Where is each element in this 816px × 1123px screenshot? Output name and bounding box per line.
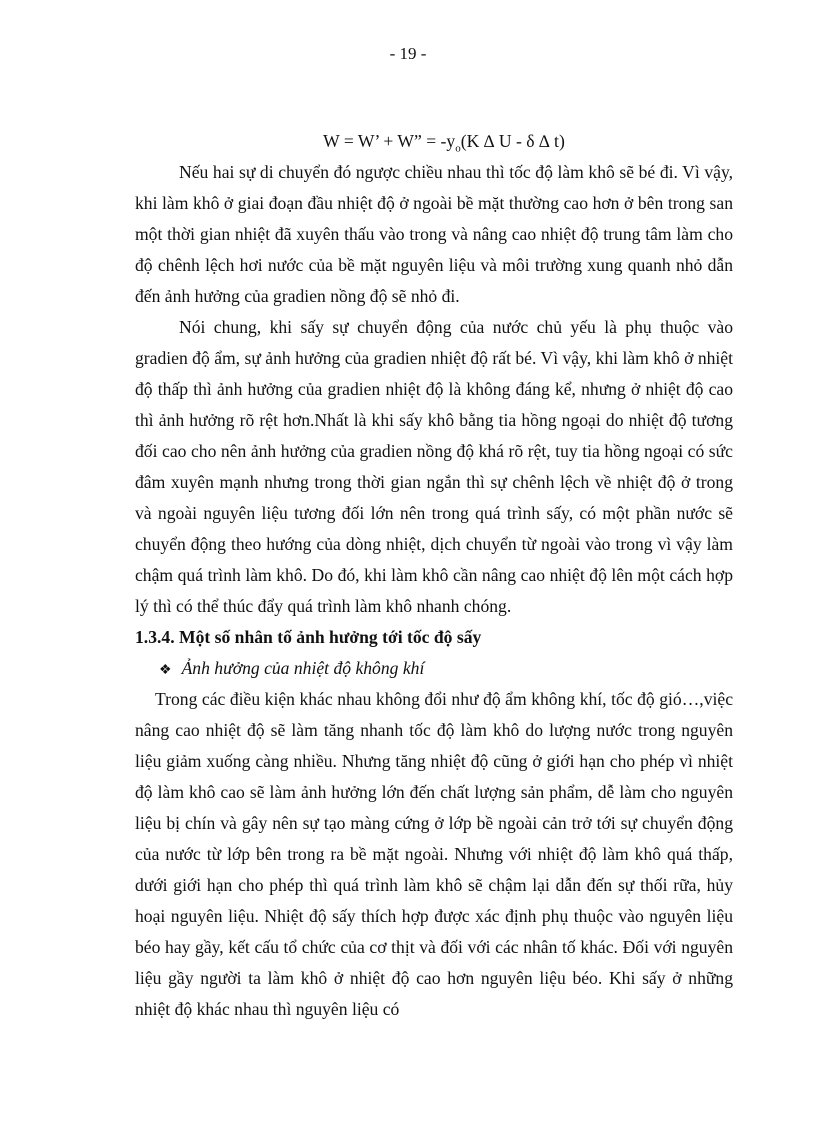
- bullet-text: Ảnh hưởng của nhiệt độ không khí: [181, 658, 425, 678]
- diamond-bullet-icon: ❖: [159, 663, 172, 678]
- formula-left: W = W’ + W” = -y: [323, 131, 456, 151]
- formula-right: (K ∆ U - δ ∆ t): [460, 131, 565, 151]
- bullet-subheading: [135, 653, 733, 684]
- section-heading: 1.3.4. Một số nhân tố ảnh hưởng tới tốc độ sấy: [135, 627, 482, 647]
- page-number: - 19 -: [389, 44, 427, 63]
- paragraph: Nói chung, khi sấy sự chuyển động của nước chủ yếu là phụ thuộc vào gradien độ ẩm, sự ảnh hưởng của gradien nhiệt độ rất bé. Vì vậy, khi làm khô ở nhiệt độ thấp thì ảnh hưởng của gradien nhiệt độ là không đáng kể, nhưng ở nhiệt độ cao thì ảnh hưởng rõ rệt hơn.Nhất là khi sấy khô bằng tia hồng ngoại do nhiệt độ tương đối cao cho nên ảnh hưởng của gradien nồng độ khá rõ rệt, tuy tia hồng ngoại có sức đâm xuyên mạnh nhưng trong thời gian ngắn thì sự chênh lệch về nhiệt độ ở trong và ngoài nguyên liệu tương đối lớn nên trong quá trình sấy, có một phần nước sẽ chuyển động theo hướng của dòng nhiệt, dịch chuyển từ ngoài vào trong vì vậy làm chậm quá trình làm khô. Do đó, khi làm khô cần nâng cao nhiệt độ lên một cách hợp lý thì có thể thúc đẩy quá trình làm khô nhanh chóng.: [135, 317, 733, 616]
- drying-rate-formula: [135, 126, 733, 157]
- paragraph: Trong các điều kiện khác nhau không đổi như độ ẩm không khí, tốc độ gió…,việc nâng cao nhiệt độ sẽ làm tăng nhanh tốc độ làm khô do lượng nước trong nguyên liệu giảm xuống càng nhiều. Nhưng tăng nhiệt độ cũng ở giới hạn cho phép vì nhiệt độ làm khô cao sẽ làm ảnh hưởng lớn đến chất lượng sản phẩm, dễ làm cho nguyên liệu bị chín và gây nên sự tạo màng cứng ở lớp bề ngoài cản trở tới sự chuyển động của nước từ lớp bên trong ra bề mặt ngoài. Nhưng với nhiệt độ làm khô quá thấp, dưới giới hạn cho phép thì quá trình làm khô sẽ chậm lại dẫn đến sự thối rữa, hủy hoại nguyên liệu. Nhiệt độ sấy thích hợp được xác định phụ thuộc vào nguyên liệu béo hay gầy, kết cấu tổ chức của cơ thịt và đối với các nhân tố khác. Đối với nguyên liệu gầy người ta làm khô ở nhiệt độ cao hơn nguyên liệu béo. Khi sấy ở những nhiệt độ khác nhau thì nguyên liệu có: [135, 689, 733, 1019]
- document-body: [135, 126, 733, 1025]
- formula-subscript: o: [455, 142, 461, 155]
- paragraph: Nếu hai sự di chuyển đó ngược chiều nhau thì tốc độ làm khô sẽ bé đi. Vì vậy, khi làm khô ở giai đoạn đầu nhiệt độ ở ngoài bề mặt thường cao hơn ở bên trong san một thời gian nhiệt đã xuyên thấu vào trong và nâng cao nhiệt độ trung tâm làm cho độ chênh lệch hơi nước của bề mặt nguyên liệu và môi trường xung quanh nhỏ dẫn đến ảnh hưởng của gradien nồng độ sẽ nhỏ đi.: [135, 162, 733, 306]
